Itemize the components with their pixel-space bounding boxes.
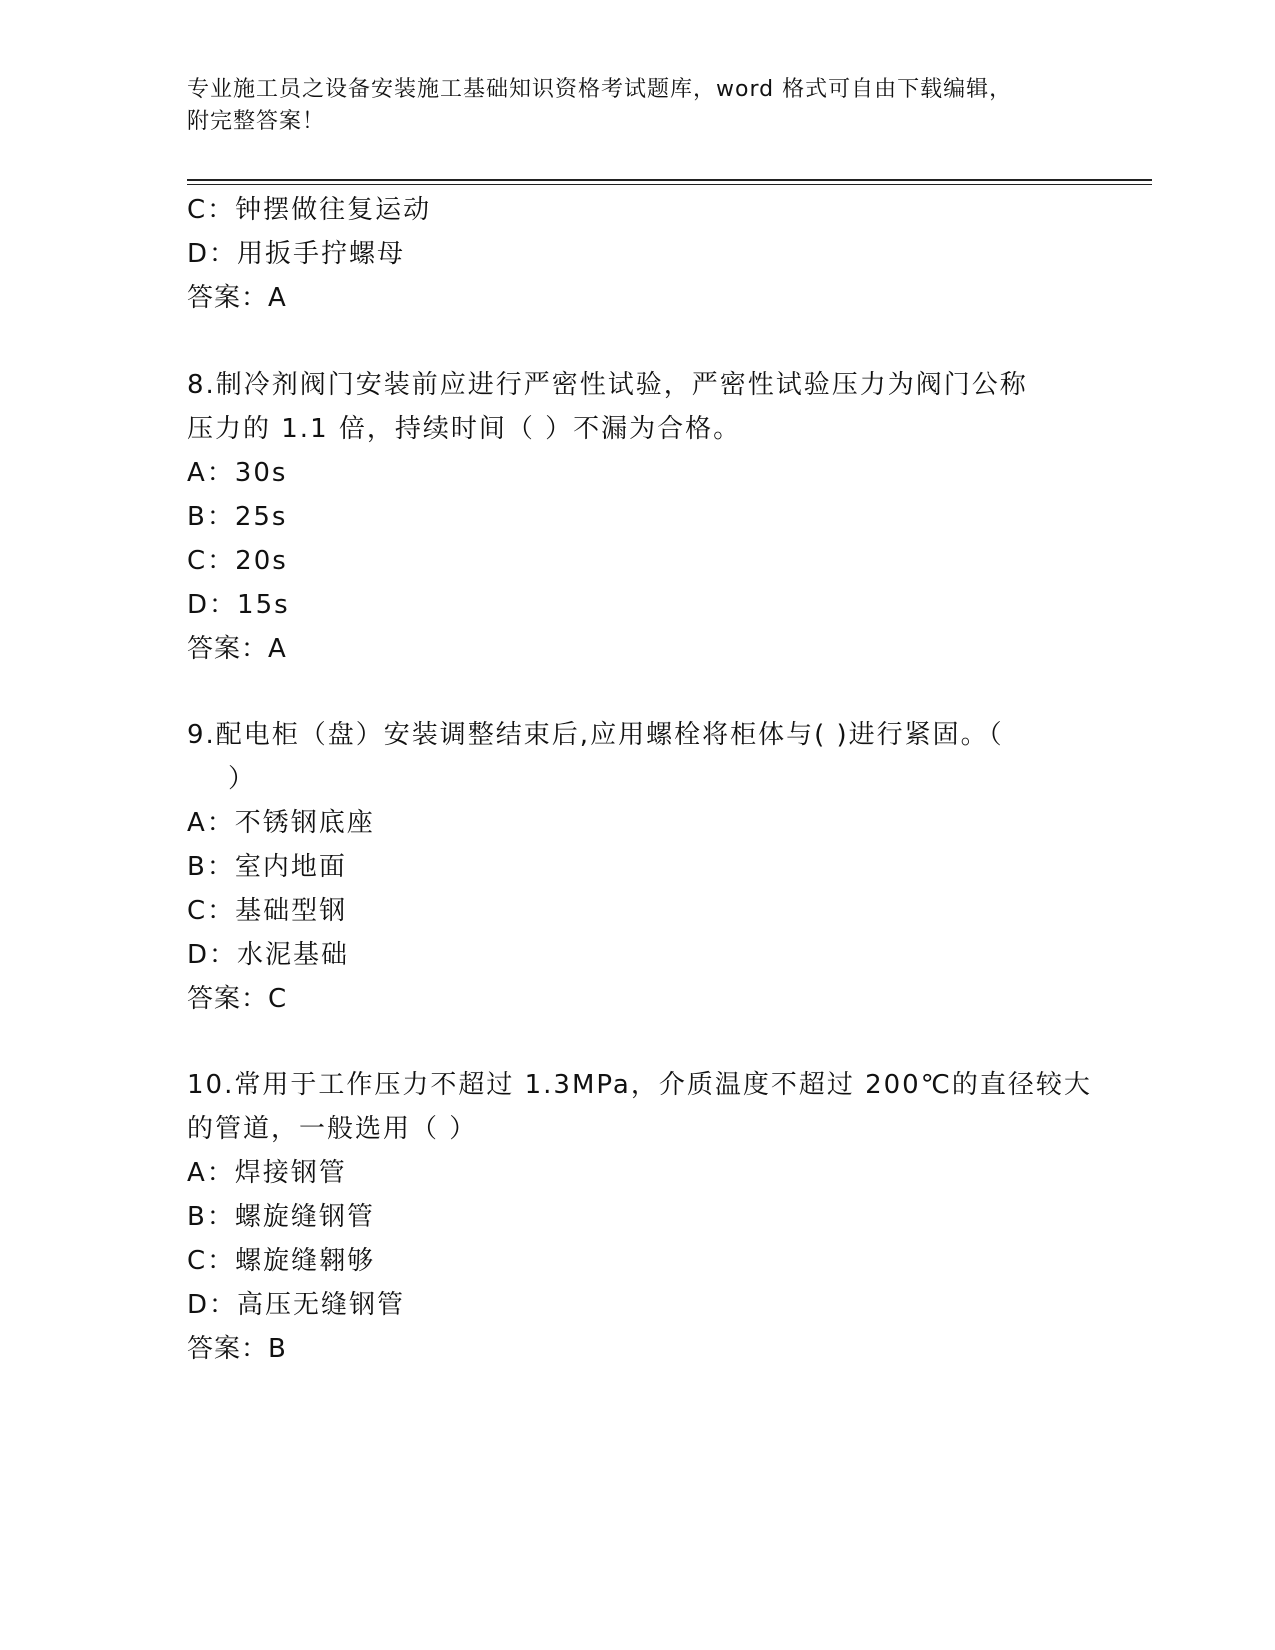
q8-option-d: D：15s xyxy=(187,590,290,620)
q9-answer: 答案：C xyxy=(187,984,288,1014)
header-line-2: 附完整答案！ xyxy=(187,109,326,134)
header-line-1: 专业施工员之设备安装施工基础知识资格考试题库，word 格式可自由下载编辑， xyxy=(187,77,1013,102)
header-divider-thin xyxy=(187,184,1152,185)
q7-answer: 答案：A xyxy=(187,283,287,313)
q9-option-a: A：不锈钢底座 xyxy=(187,808,375,838)
q10-option-d: D：高压无缝钢管 xyxy=(187,1290,406,1320)
q8-option-b: B：25s xyxy=(187,502,288,532)
q10-stem-line-1: 10.常用于工作压力不超过 1.3MPa，介质温度不超过 200℃的直径较大 xyxy=(187,1070,1092,1100)
q10-answer: 答案：B xyxy=(187,1334,287,1364)
q8-stem-line-1: 8.制冷剂阀门安装前应进行严密性试验，严密性试验压力为阀门公称 xyxy=(187,370,1028,400)
document-header xyxy=(187,74,1077,138)
q8-option-a: A：30s xyxy=(187,458,288,488)
q10-option-c: C：螺旋缝翱够 xyxy=(187,1246,376,1276)
q9-option-b: B：室内地面 xyxy=(187,852,347,882)
q10-option-a: A：焊接钢管 xyxy=(187,1158,347,1188)
q8-stem-line-2: 压力的 1.1 倍，持续时间（ ）不漏为合格。 xyxy=(187,414,742,444)
q8-option-c: C：20s xyxy=(187,546,288,576)
q7-option-d: D：用扳手拧螺母 xyxy=(187,239,406,269)
q7-option-c: C：钟摆做往复运动 xyxy=(187,195,432,225)
q10-stem-line-2: 的管道，一般选用（ ） xyxy=(187,1114,478,1144)
q8-answer: 答案：A xyxy=(187,634,287,664)
q9-option-d: D：水泥基础 xyxy=(187,940,350,970)
q9-option-c: C：基础型钢 xyxy=(187,896,348,926)
q9-stem-line-1: 9.配电柜（盘）安装调整结束后,应用螺栓将柜体与( )进行紧固。（ xyxy=(187,720,1004,750)
header-divider-thick xyxy=(187,179,1152,181)
q9-stem-line-2: ） xyxy=(228,764,257,794)
q10-option-b: B：螺旋缝钢管 xyxy=(187,1202,375,1232)
